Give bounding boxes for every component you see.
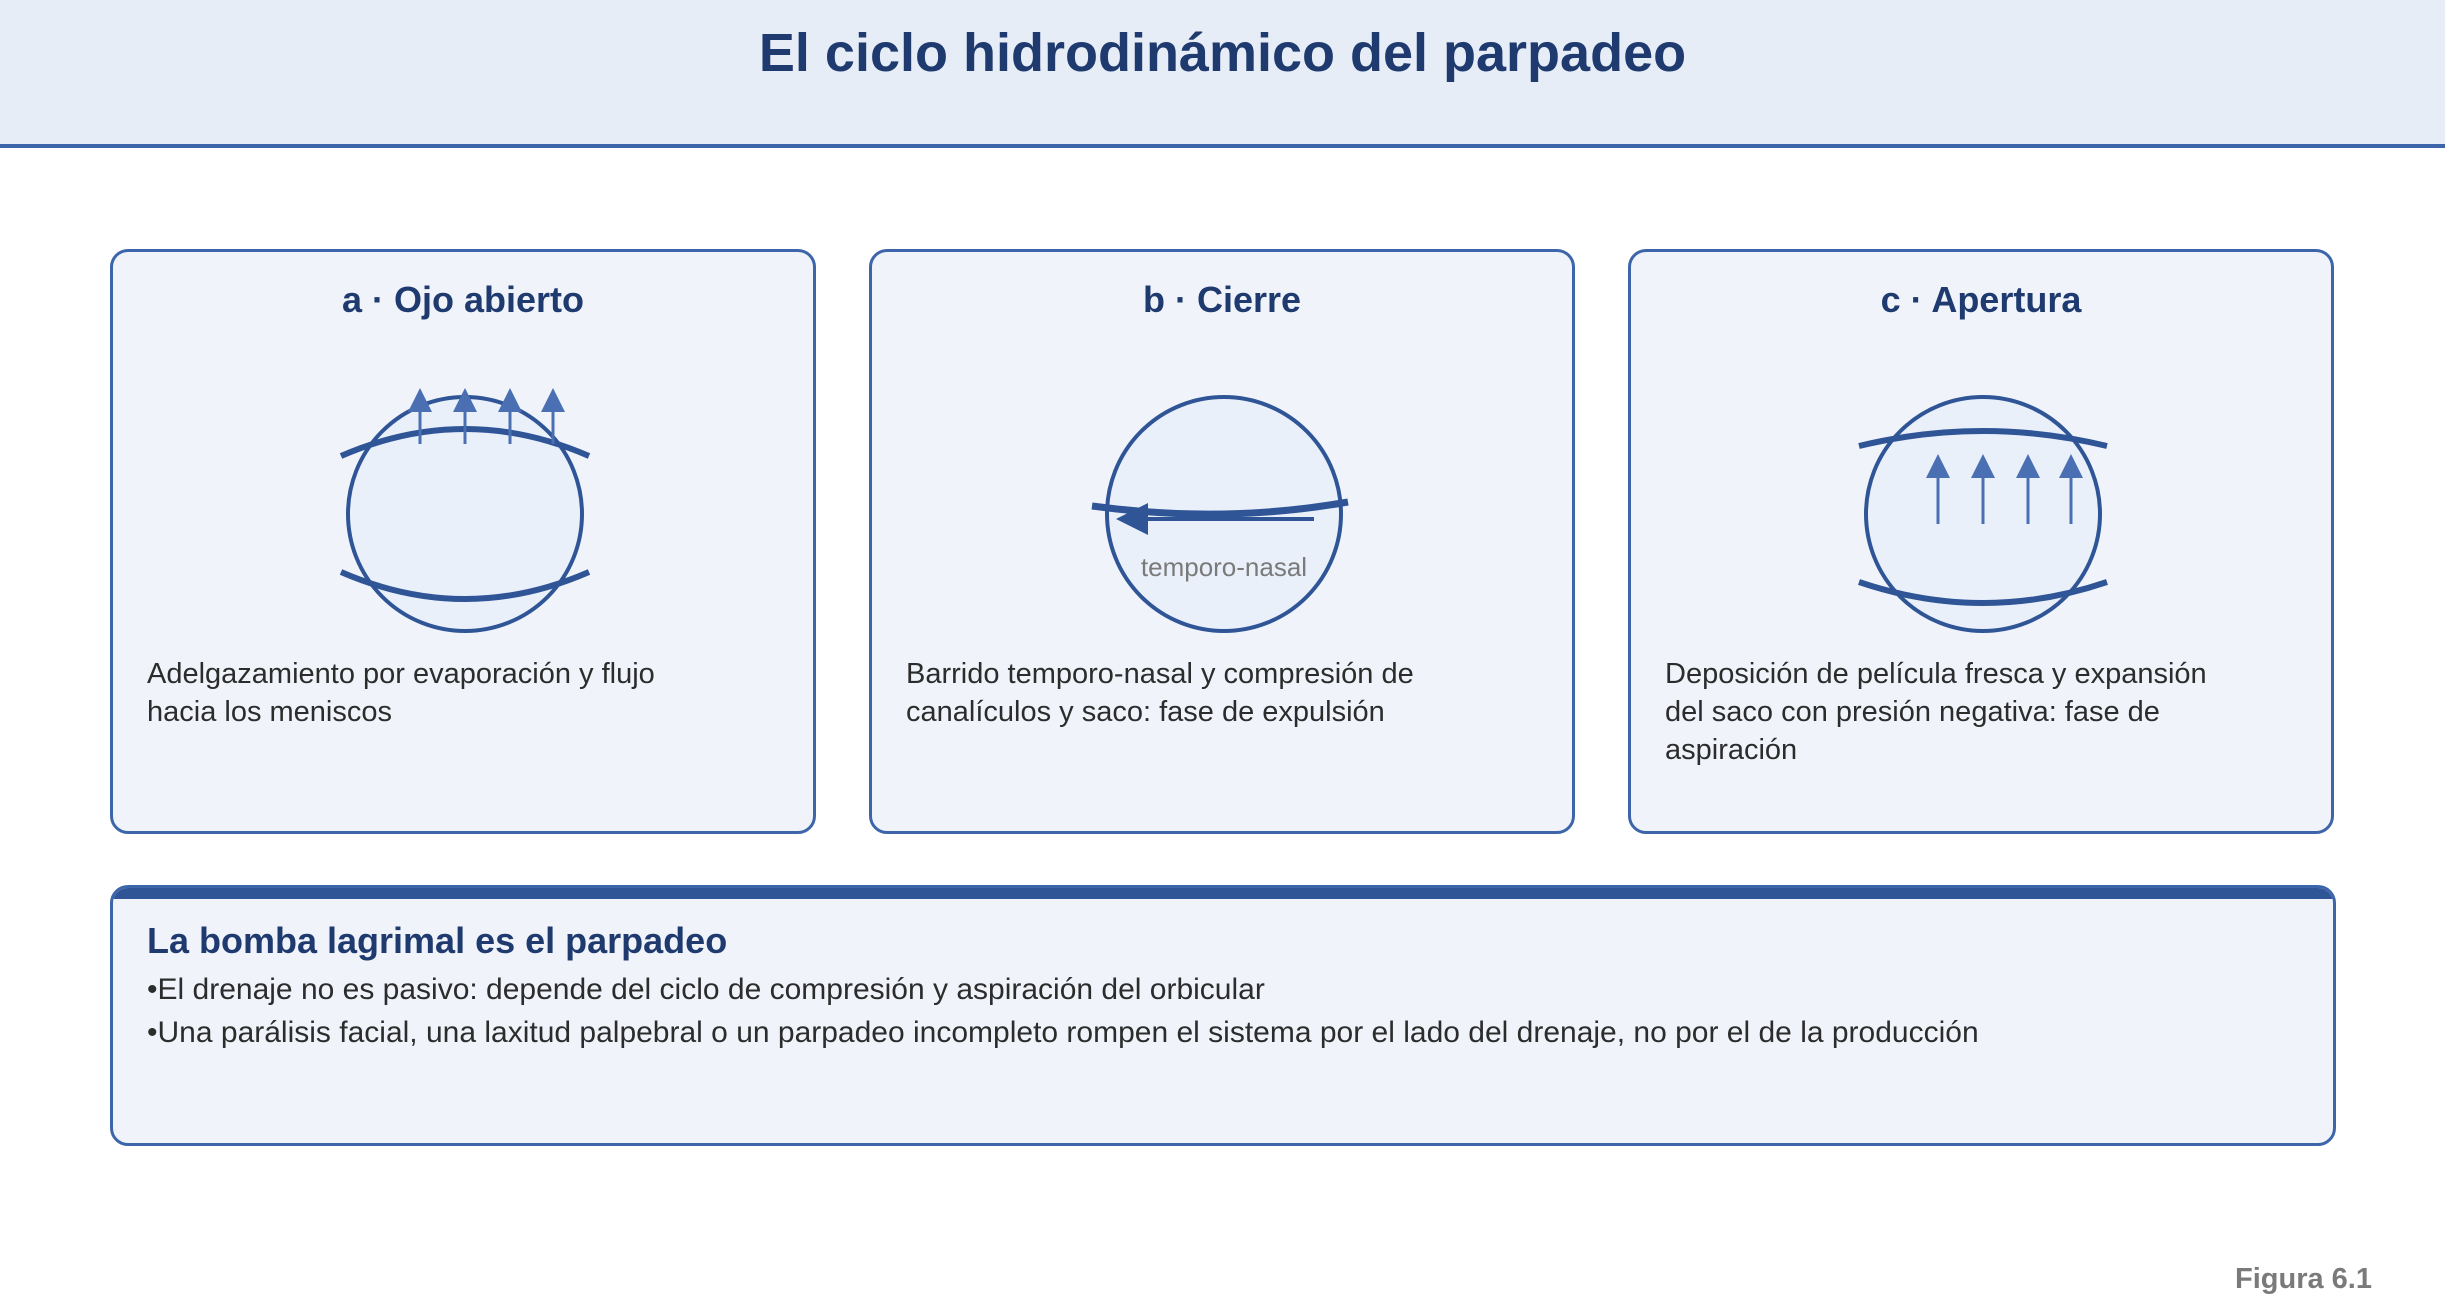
page-title: El ciclo hidrodinámico del parpadeo <box>758 23 1687 83</box>
summary-bullet: • El drenaje no es pasivo: depende del ciclo de compresión y aspiración del orbicular <box>147 970 2007 1009</box>
summary-accent-bar <box>113 888 2333 899</box>
summary-bullets <box>147 970 2007 1056</box>
header-banner <box>0 0 2445 148</box>
opening-eye-diagram <box>1843 374 2123 654</box>
summary-box <box>110 885 2336 1146</box>
panel-opening <box>1628 249 2334 834</box>
open-eye-diagram <box>325 374 605 654</box>
panel-caption: Deposición de película fresca y expansión del saco con presión negativa: fase de aspiración <box>1665 658 2207 766</box>
panel-open-eye <box>110 249 816 834</box>
panel-title: a · Ojo abierto <box>341 279 585 320</box>
panel-closing <box>869 249 1575 834</box>
figure-label: Figura 6.1 <box>2235 1263 2372 1295</box>
panel-caption: Adelgazamiento por evaporación y flujo hacia los meniscos <box>147 658 655 728</box>
temporo-nasal-label: temporo-nasal <box>1140 552 1308 582</box>
summary-title: La bomba lagrimal es el parpadeo <box>147 920 728 961</box>
panel-title: c · Apertura <box>1880 279 2082 320</box>
closing-eye-diagram <box>1084 374 1364 654</box>
panel-title: b · Cierre <box>1142 279 1302 320</box>
summary-bullet: • Una parálisis facial, una laxitud palpebral o un parpadeo incompleto rompen el sistema por el lado del drenaje, no por el de la producción <box>147 1013 2007 1052</box>
panel-caption: Barrido temporo-nasal y compresión de canalículos y saco: fase de expulsión <box>906 658 1414 728</box>
